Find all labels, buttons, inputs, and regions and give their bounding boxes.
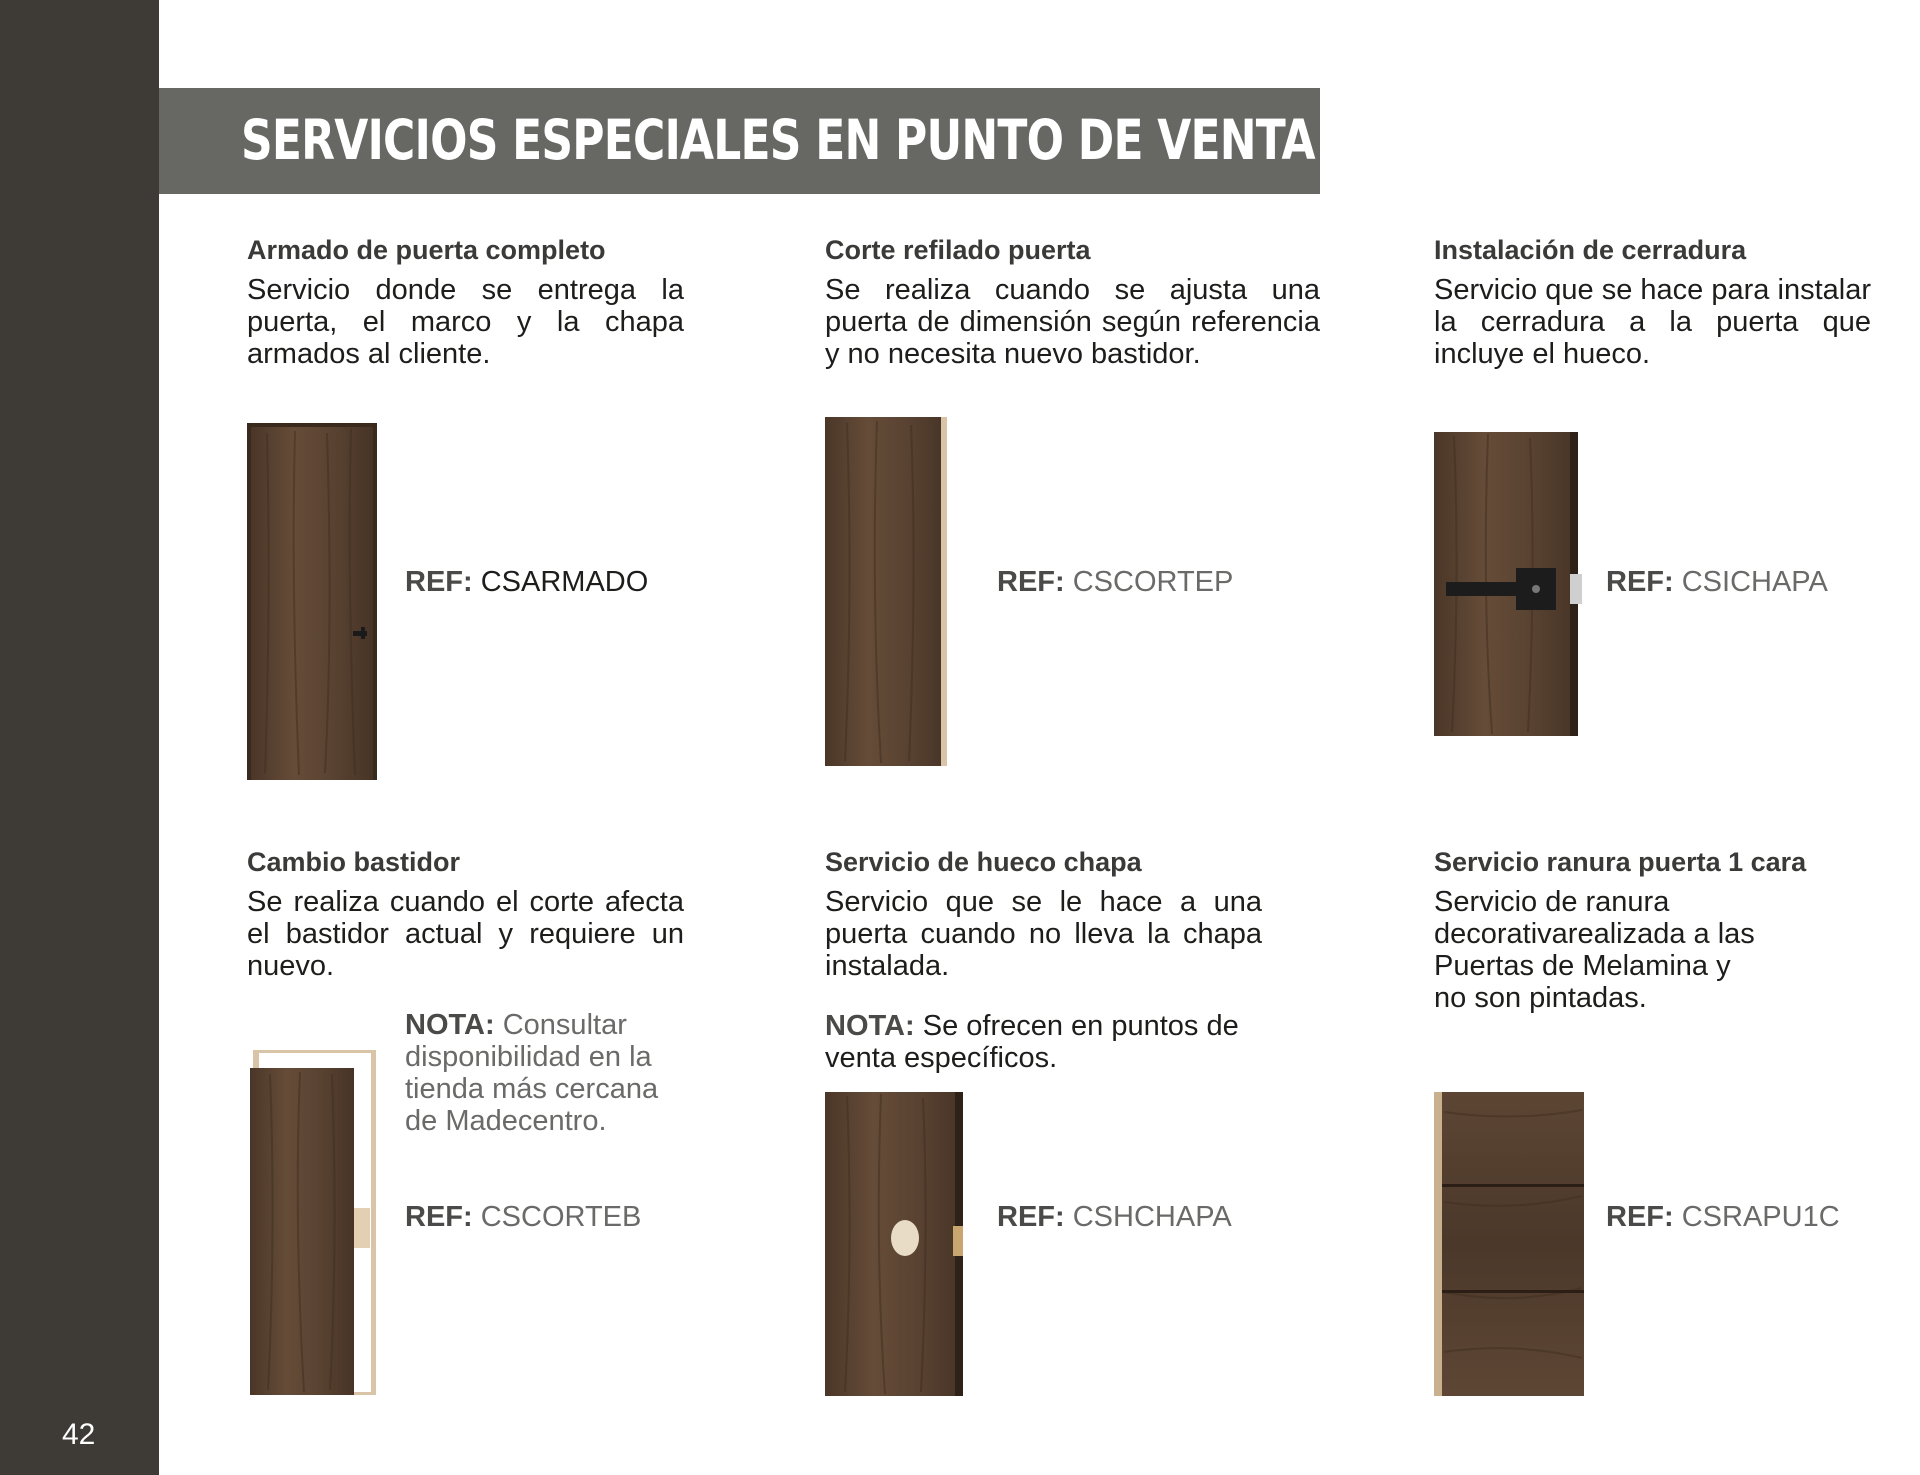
door-grooved-icon — [1434, 1092, 1584, 1396]
door-stile-icon — [250, 1050, 376, 1395]
note-text: Se ofrecen en puntos de venta específicos. — [825, 1010, 1239, 1074]
service-hueco-chapa — [825, 846, 1262, 982]
service-description: Servicio que se le hace a una puerta cuando no lleva la chapa instalada. — [825, 886, 1262, 982]
service-description: Se realiza cuando se ajusta una puerta de dimensión según referencia y no necesita nuevo bastidor. — [825, 274, 1320, 370]
ref-text: REF: CSCORTEB — [405, 1201, 642, 1233]
service-title: Cambio bastidor — [247, 847, 461, 877]
service-armado — [247, 234, 684, 370]
service-description: Se realiza cuando el corte afecta el bastidor actual y requiere un nuevo. — [247, 886, 684, 982]
ref-code: CSCORTEP — [1072, 566, 1234, 598]
ref-code: CSICHAPA — [1681, 566, 1828, 598]
door-panel-icon — [825, 417, 947, 766]
service-title: Servicio de hueco chapa — [825, 847, 1142, 877]
ref-text: REF: CSRAPU1C — [1606, 1201, 1840, 1233]
ref-code: CSHCHAPA — [1072, 1201, 1232, 1233]
service-cambio-bastidor — [247, 846, 684, 982]
ref-code: CSRAPU1C — [1681, 1201, 1840, 1233]
service-note: NOTA: Se ofrecen en puntos de venta específicos. — [825, 1010, 1239, 1074]
service-note: NOTA: Consultar disponibilidad en la tienda más cercana de Madecentro. — [405, 1009, 659, 1137]
service-title: Corte refilado puerta — [825, 235, 1091, 265]
page-title: SERVICIOS ESPECIALES EN PUNTO DE VENTA — [241, 108, 1315, 172]
ref-text: REF: CSICHAPA — [1606, 566, 1828, 598]
service-title: Servicio ranura puerta 1 cara — [1434, 847, 1807, 877]
door-lock-hole-icon — [825, 1092, 965, 1396]
service-description: Servicio de ranura decorativarealizada a las Puertas de Melamina y no son pintadas. — [1434, 886, 1755, 1014]
ref-code: CSCORTEB — [480, 1201, 642, 1233]
title-bar — [159, 88, 1320, 194]
door-lock-icon — [1434, 432, 1584, 736]
ref-text: REF: CSHCHAPA — [997, 1201, 1232, 1233]
door-with-frame-icon — [247, 423, 377, 780]
note-text: Consultar disponibilidad en la tienda más cercana de Madecentro. — [405, 1009, 659, 1137]
sidebar — [0, 0, 159, 1475]
service-corte-refilado — [825, 234, 1320, 370]
page-number: 42 — [62, 1418, 96, 1451]
service-description: Servicio que se hace para instalar la cerradura a la puerta que incluye el hueco. — [1434, 274, 1871, 370]
ref-text: REF: CSARMADO — [405, 566, 649, 598]
ref-code: CSARMADO — [480, 566, 649, 598]
service-title: Armado de puerta completo — [247, 235, 606, 265]
ref-text: REF: CSCORTEP — [997, 566, 1234, 598]
service-instalacion-cerradura — [1434, 234, 1871, 370]
service-ranura — [1434, 846, 1871, 1014]
service-title: Instalación de cerradura — [1434, 235, 1747, 265]
service-description: Servicio donde se entrega la puerta, el marco y la chapa armados al cliente. — [247, 274, 684, 370]
